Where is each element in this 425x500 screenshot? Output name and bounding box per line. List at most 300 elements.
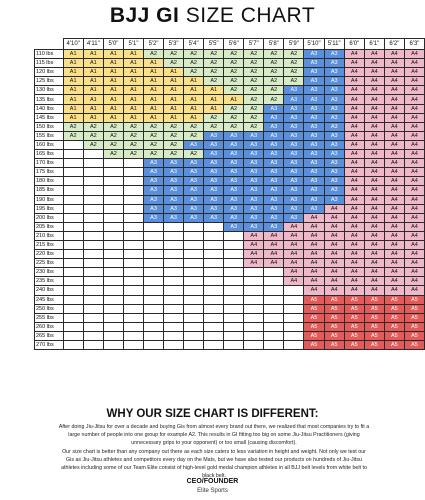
size-cell: A3 [224,177,244,186]
size-cell [164,313,184,322]
size-cell: A3 [244,204,264,213]
title-rest: SIZE CHART [185,4,316,27]
size-cell: A4 [344,86,364,95]
size-cell: A4 [384,177,404,186]
size-cell: A4 [304,250,324,259]
size-cell: A4 [404,204,424,213]
size-cell: A2 [204,59,224,68]
size-cell: A3 [224,131,244,140]
size-cell: A1 [123,95,143,104]
size-cell: A2 [83,122,103,131]
size-cell: A4 [344,122,364,131]
size-cell: A2 [103,122,123,131]
size-cell: A1 [123,77,143,86]
size-cell: A5 [404,341,424,350]
table-row [35,186,425,195]
size-cell [123,331,143,340]
size-cell: A1 [63,77,83,86]
weight-label: 180 lbs [35,177,64,186]
size-cell: A4 [404,68,424,77]
size-cell: A4 [404,268,424,277]
size-cell: A4 [284,277,304,286]
size-cell [103,240,123,249]
size-chart-body [35,50,425,350]
size-cell [83,286,103,295]
table-row [35,131,425,140]
size-cell: A2 [123,122,143,131]
size-cell [264,313,284,322]
size-cell: A3 [284,104,304,113]
table-row [35,213,425,222]
table-row [35,286,425,295]
size-cell: A4 [344,186,364,195]
size-cell [63,322,83,331]
size-cell: A4 [364,50,384,59]
size-cell: A2 [63,122,83,131]
size-cell [123,222,143,231]
size-cell [184,304,204,313]
size-cell: A3 [284,204,304,213]
size-cell [63,295,83,304]
size-cell: A3 [284,186,304,195]
size-cell: A2 [224,59,244,68]
size-cell: A4 [344,195,364,204]
size-cell [83,204,103,213]
height-header: 5'5" [204,39,224,50]
height-header: 6'2" [384,39,404,50]
height-header: 6'1" [364,39,384,50]
size-cell: A3 [164,168,184,177]
size-cell: A4 [384,231,404,240]
size-cell [184,222,204,231]
size-cell: A4 [384,159,404,168]
size-cell: A5 [304,295,324,304]
size-cell: A4 [404,250,424,259]
size-cell: A2 [224,50,244,59]
table-row [35,77,425,86]
size-cell: A3 [144,159,164,168]
size-cell [244,277,264,286]
size-cell: A4 [344,150,364,159]
size-cell: A3 [244,140,264,149]
size-cell [224,304,244,313]
table-row [35,331,425,340]
size-cell [83,331,103,340]
size-cell: A3 [264,159,284,168]
size-cell: A3 [264,177,284,186]
size-cell [83,268,103,277]
size-cell: A1 [123,50,143,59]
size-cell [83,240,103,249]
size-cell: A2 [224,104,244,113]
table-row [35,250,425,259]
size-cell: A4 [364,168,384,177]
size-cell [123,240,143,249]
size-cell: A4 [384,113,404,122]
size-cell: A4 [264,259,284,268]
size-cell: A3 [304,122,324,131]
size-cell: A4 [384,122,404,131]
size-cell: A3 [224,168,244,177]
size-cell: A4 [284,231,304,240]
size-cell: A4 [304,213,324,222]
size-cell [144,250,164,259]
size-cell: A3 [264,213,284,222]
size-cell: A5 [384,313,404,322]
size-cell [204,313,224,322]
size-cell [63,204,83,213]
size-cell: A4 [384,222,404,231]
weight-label: 170 lbs [35,159,64,168]
size-cell [103,159,123,168]
height-header: 5'1" [123,39,143,50]
size-cell: A4 [364,140,384,149]
table-row [35,322,425,331]
size-cell [63,331,83,340]
size-cell: A4 [364,159,384,168]
size-cell: A4 [404,168,424,177]
size-cell: A3 [304,204,324,213]
size-cell: A4 [344,104,364,113]
size-cell: A4 [344,68,364,77]
size-cell [123,304,143,313]
size-cell: A2 [164,150,184,159]
size-cell: A3 [284,168,304,177]
size-cell [244,313,264,322]
size-cell: A4 [344,59,364,68]
size-cell [204,231,224,240]
size-cell: A4 [304,268,324,277]
size-cell: A1 [83,95,103,104]
size-cell [144,295,164,304]
size-cell: A5 [364,331,384,340]
size-cell: A2 [184,50,204,59]
size-cell: A4 [344,268,364,277]
size-cell [224,331,244,340]
size-cell: A4 [364,86,384,95]
size-cell: A5 [364,313,384,322]
size-cell [244,331,264,340]
size-cell: A4 [384,131,404,140]
size-cell [164,240,184,249]
size-cell: A4 [344,250,364,259]
size-cell: A4 [344,231,364,240]
size-cell: A2 [144,50,164,59]
size-cell: A4 [364,186,384,195]
weight-label: 260 lbs [35,322,64,331]
size-cell [63,231,83,240]
size-cell: A3 [304,186,324,195]
size-cell: A3 [224,140,244,149]
size-cell: A2 [123,140,143,149]
size-cell [144,277,164,286]
size-cell [264,295,284,304]
size-cell: A4 [384,186,404,195]
size-cell [224,313,244,322]
size-cell: A3 [244,195,264,204]
size-cell: A4 [244,259,264,268]
size-cell: A3 [164,186,184,195]
size-cell: A1 [83,50,103,59]
size-cell [144,341,164,350]
size-cell: A3 [144,168,164,177]
size-cell [63,140,83,149]
size-cell: A2 [103,140,123,149]
size-cell: A4 [364,104,384,113]
size-cell [164,259,184,268]
size-cell [123,250,143,259]
size-cell: A1 [164,113,184,122]
size-cell [244,286,264,295]
size-cell: A1 [184,95,204,104]
table-row [35,59,425,68]
size-cell: A1 [123,104,143,113]
size-cell: A4 [384,59,404,68]
size-cell [164,295,184,304]
weight-label: 240 lbs [35,286,64,295]
size-cell: A3 [304,177,324,186]
height-header: 5'11" [324,39,344,50]
size-cell: A2 [224,86,244,95]
section-heading: WHY OUR SIZE CHART IS DIFFERENT: [106,408,319,420]
size-cell [184,250,204,259]
size-cell: A4 [384,150,404,159]
weight-label: 200 lbs [35,213,64,222]
size-cell: A3 [184,140,204,149]
table-row [35,277,425,286]
size-cell: A1 [63,95,83,104]
size-cell: A4 [384,240,404,249]
size-cell: A4 [404,95,424,104]
size-cell [123,177,143,186]
size-cell [123,277,143,286]
size-cell [63,250,83,259]
size-cell: A1 [63,68,83,77]
size-cell: A2 [264,77,284,86]
size-cell [224,259,244,268]
size-cell: A3 [224,222,244,231]
size-cell: A4 [344,222,364,231]
size-cell: A5 [304,341,324,350]
size-cell [63,195,83,204]
height-header: 5'2" [144,39,164,50]
size-cell: A1 [83,86,103,95]
size-cell: A2 [123,131,143,140]
table-row [35,140,425,149]
size-cell: A4 [404,131,424,140]
size-cell: A3 [284,113,304,122]
size-cell: A4 [364,268,384,277]
weight-label: 145 lbs [35,113,64,122]
size-cell: A2 [264,95,284,104]
size-cell: A4 [364,150,384,159]
size-cell [284,304,304,313]
size-cell: A3 [304,59,324,68]
size-cell [164,268,184,277]
size-cell: A3 [204,177,224,186]
size-cell: A1 [63,104,83,113]
size-cell: A4 [404,195,424,204]
size-cell: A2 [244,104,264,113]
size-cell: A1 [103,50,123,59]
size-cell: A4 [404,77,424,86]
size-cell: A3 [204,204,224,213]
size-cell: A4 [364,77,384,86]
size-cell: A5 [404,313,424,322]
size-cell: A1 [63,59,83,68]
table-row [35,168,425,177]
size-cell: A4 [384,195,404,204]
height-header: 5'4" [184,39,204,50]
size-cell [63,341,83,350]
size-cell: A4 [344,95,364,104]
size-cell [224,322,244,331]
size-cell: A3 [284,159,304,168]
size-cell: A1 [83,68,103,77]
size-cell: A4 [404,86,424,95]
size-cell: A3 [324,50,344,59]
size-cell: A1 [164,68,184,77]
size-cell [103,313,123,322]
size-cell: A4 [404,259,424,268]
size-cell: A3 [304,95,324,104]
size-cell: A2 [184,131,204,140]
size-cell [123,341,143,350]
size-cell: A4 [344,50,364,59]
weight-label: 250 lbs [35,304,64,313]
size-cell: A1 [103,68,123,77]
size-cell: A4 [404,104,424,113]
size-cell: A3 [264,131,284,140]
signature-company: Elite Sports [197,488,228,494]
size-cell: A4 [384,259,404,268]
size-cell: A1 [144,68,164,77]
size-cell [224,268,244,277]
size-cell: A3 [224,150,244,159]
section-paragraph-2: Our size chart is better than any company out there as each size caters to less variation in height and weight. Not only we test our Gis as Jiu-Jitsu athletes and competitors every day on the Mats, but we have also tested our products on hundreds of Jiu-Jitsu athletes including some of our Team Elite consist of high-level gold medal champion athletes in all BJJ belt levels from white belt to black belt. [61,449,367,479]
size-cell: A3 [324,168,344,177]
size-cell: A1 [204,104,224,113]
size-cell: A4 [404,186,424,195]
size-cell: A2 [244,50,264,59]
size-cell [164,331,184,340]
size-cell [63,213,83,222]
size-cell: A4 [324,250,344,259]
size-cell: A4 [324,268,344,277]
size-cell: A3 [244,159,264,168]
size-cell: A5 [404,322,424,331]
size-cell: A4 [284,259,304,268]
size-cell: A3 [144,186,164,195]
size-cell: A4 [284,250,304,259]
size-cell: A1 [184,77,204,86]
size-cell: A3 [244,168,264,177]
size-cell: A3 [224,195,244,204]
size-cell [123,313,143,322]
size-cell: A4 [364,222,384,231]
weight-label: 125 lbs [35,77,64,86]
size-cell [63,268,83,277]
size-cell [164,222,184,231]
weight-label: 140 lbs [35,104,64,113]
size-cell [83,250,103,259]
size-cell: A5 [324,341,344,350]
size-cell: A4 [404,122,424,131]
size-cell: A5 [404,304,424,313]
size-cell: A5 [364,304,384,313]
weight-label: 130 lbs [35,86,64,95]
table-row [35,95,425,104]
size-cell: A3 [164,195,184,204]
size-cell: A4 [264,250,284,259]
size-cell: A2 [184,150,204,159]
size-cell: A1 [103,104,123,113]
size-cell: A4 [404,286,424,295]
size-cell: A4 [244,250,264,259]
size-cell: A3 [324,195,344,204]
size-cell [123,204,143,213]
size-cell: A1 [164,104,184,113]
size-cell: A5 [304,331,324,340]
size-cell [123,259,143,268]
size-cell [164,304,184,313]
size-cell: A5 [384,331,404,340]
size-cell: A5 [364,341,384,350]
size-cell: A1 [184,86,204,95]
size-cell: A3 [164,204,184,213]
size-cell [83,150,103,159]
size-cell [103,259,123,268]
size-cell [284,313,304,322]
size-cell [184,322,204,331]
size-cell: A2 [224,77,244,86]
table-row [35,104,425,113]
size-cell: A3 [264,140,284,149]
size-cell [123,168,143,177]
size-cell: A3 [304,150,324,159]
size-cell [123,322,143,331]
size-cell: A5 [364,322,384,331]
size-cell: A4 [364,68,384,77]
size-cell: A4 [324,277,344,286]
size-cell: A4 [324,286,344,295]
table-row [35,195,425,204]
size-cell: A3 [164,213,184,222]
size-cell [103,195,123,204]
size-cell: A4 [404,177,424,186]
size-cell [144,259,164,268]
weight-label: 195 lbs [35,204,64,213]
size-cell: A5 [384,295,404,304]
size-cell: A4 [364,250,384,259]
size-cell [83,213,103,222]
size-cell: A2 [144,150,164,159]
table-row [35,295,425,304]
size-cell: A3 [244,131,264,140]
weight-label: 265 lbs [35,331,64,340]
size-cell [244,341,264,350]
size-cell: A4 [324,204,344,213]
size-cell: A1 [144,95,164,104]
size-cell: A4 [244,231,264,240]
height-header: 5'7" [244,39,264,50]
size-cell [184,295,204,304]
size-cell: A3 [284,140,304,149]
size-cell: A2 [164,122,184,131]
size-cell: A4 [364,95,384,104]
size-cell [63,304,83,313]
size-cell [83,277,103,286]
